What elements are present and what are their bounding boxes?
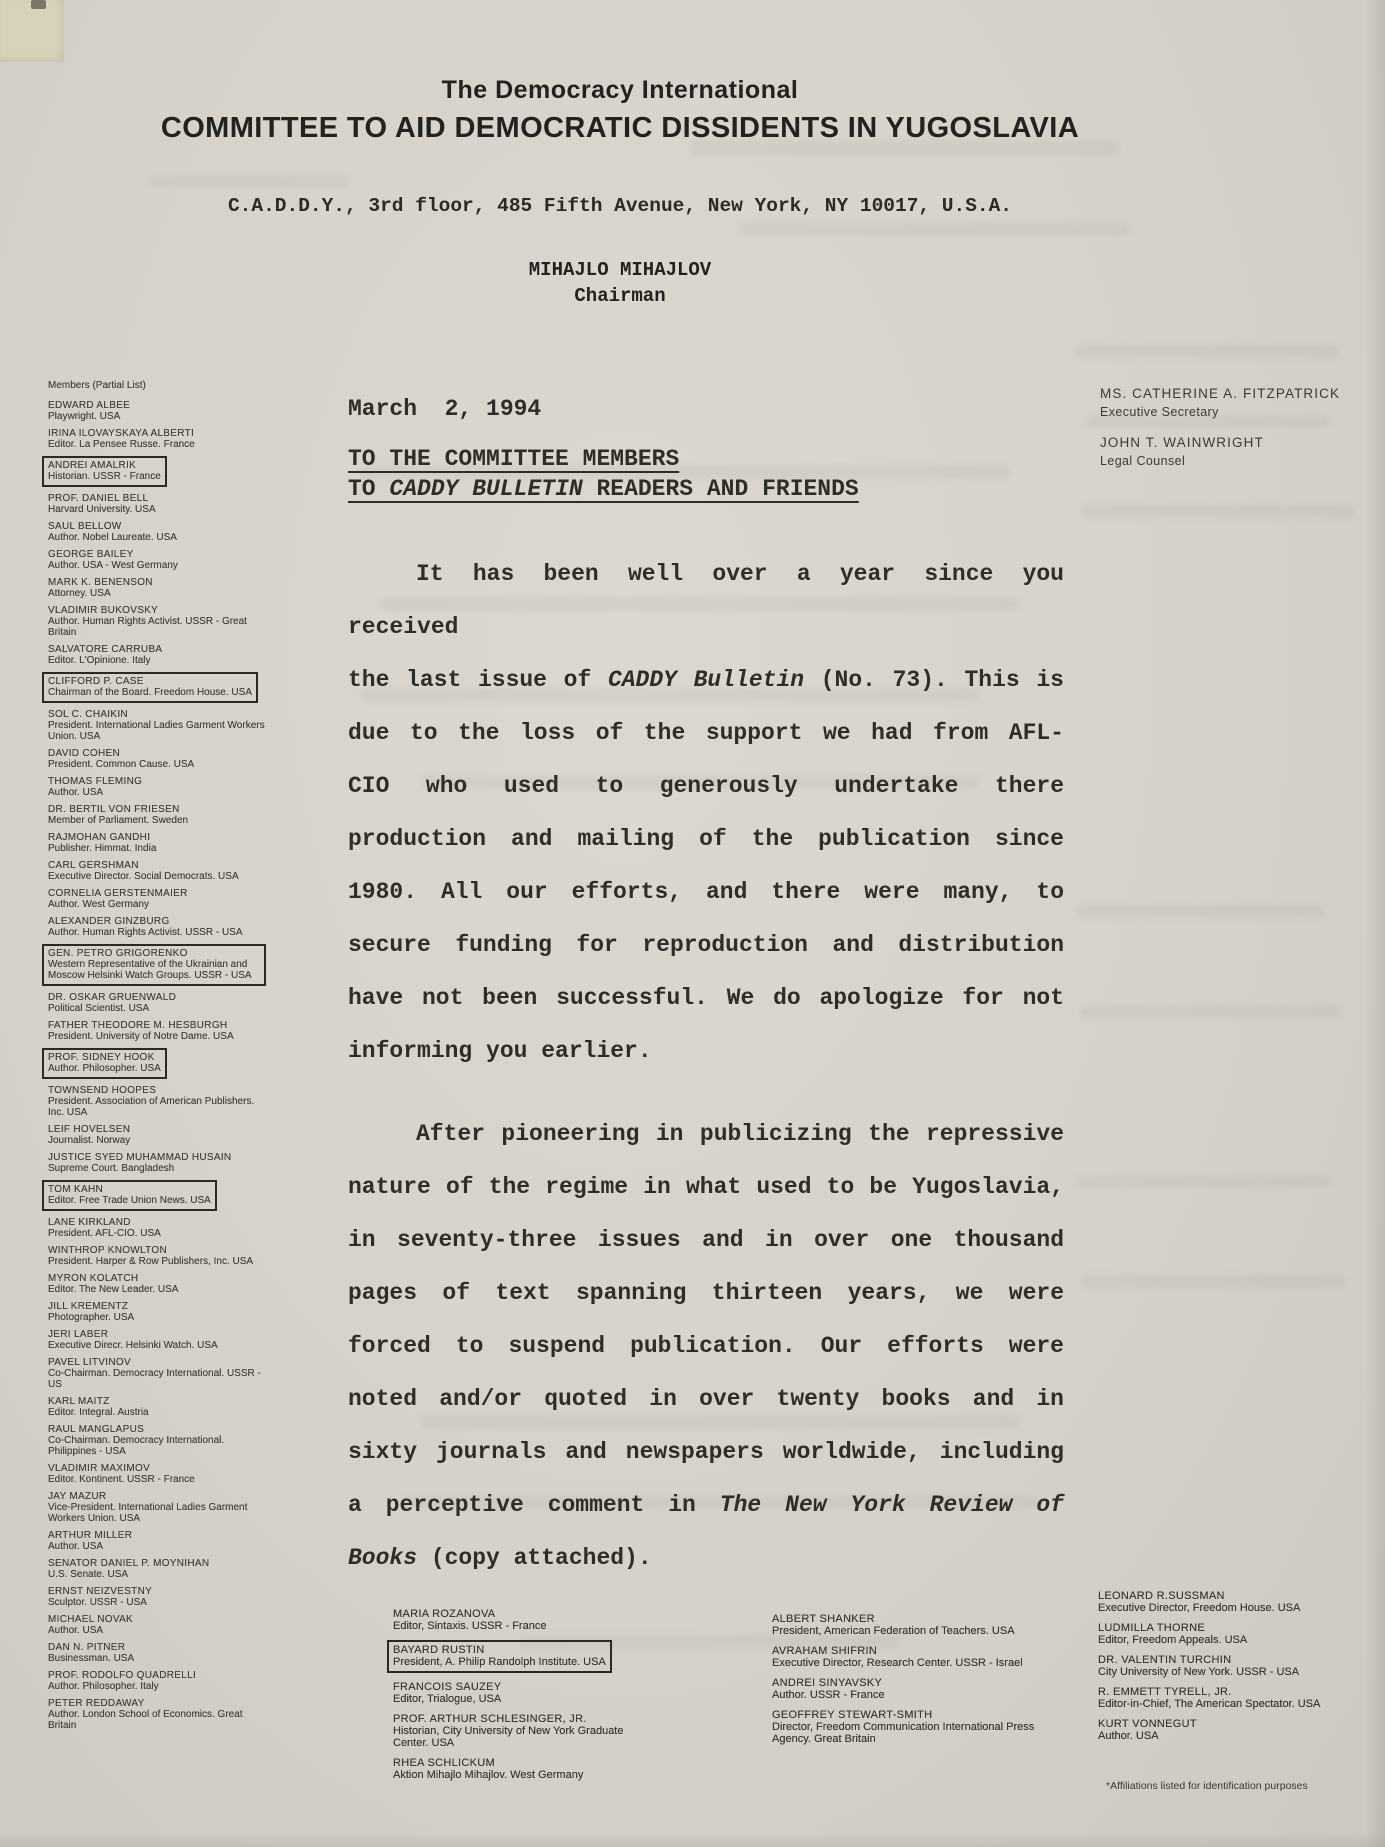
member-entry — [1098, 1654, 1383, 1678]
member-affiliation: Director, Freedom Communication International Press Agency. Great Britain — [772, 1721, 1035, 1745]
member-entry — [48, 577, 266, 599]
letter-line: sixty journals and newspapers worldwide, including — [348, 1439, 1064, 1465]
member-name: ANDREI AMALRIK — [48, 460, 137, 471]
salutation — [348, 444, 1064, 504]
member-entry — [393, 1757, 658, 1781]
official-name: JOHN T. WAINWRIGHT — [1100, 435, 1264, 450]
member-name: SOL C. CHAIKIN — [48, 709, 128, 720]
member-name: MYRON KOLATCH — [48, 1273, 139, 1284]
member-affiliation: President, A. Philip Randolph Institute. USA — [393, 1656, 606, 1668]
letter-line: in seventy-three issues and in over one thousand — [348, 1227, 1064, 1253]
member-entry — [48, 549, 266, 571]
letter-line: a perceptive comment in The New York Review of — [348, 1492, 1064, 1518]
member-affiliation: Chairman of the Board. Freedom House. USA — [48, 687, 252, 698]
member-affiliation: President. Harper & Row Publishers, Inc. USA — [48, 1256, 254, 1267]
member-name: KARL MAITZ — [48, 1396, 110, 1407]
member-affiliation: Author. Human Rights Activist. USSR - Great Britain — [48, 616, 247, 638]
member-entry — [48, 709, 266, 742]
letter-line: After pioneering in publicizing the repressive — [416, 1121, 1064, 1147]
member-name: JILL KREMENTZ — [48, 1301, 129, 1312]
salutation-line: TO THE COMMITTEE MEMBERS — [348, 446, 680, 472]
letter-line: forced to suspend publication. Our efforts were — [348, 1333, 1064, 1359]
tab-mark — [31, 0, 46, 9]
member-entry — [48, 1301, 266, 1323]
member-affiliation: Editor. The New Leader. USA — [48, 1284, 179, 1295]
member-name: JAY MAZUR — [48, 1491, 107, 1502]
member-name: RAUL MANGLAPUS — [48, 1424, 145, 1435]
member-affiliation: Author. Philosopher. Italy — [48, 1681, 159, 1692]
member-entry — [48, 1586, 266, 1608]
official-entry — [1100, 386, 1340, 419]
member-affiliation: Author. Human Rights Activist. USSR - USA — [48, 927, 243, 938]
member-affiliation: Historian, City University of New York Graduate Center. USA — [393, 1725, 624, 1749]
letter-line: noted and/or quoted in over twenty books and in — [348, 1386, 1064, 1412]
member-affiliation: Editor, Freedom Appeals. USA — [1098, 1634, 1248, 1646]
bleed-through-artifact — [1075, 345, 1340, 358]
member-name: BAYARD RUSTIN — [393, 1644, 485, 1656]
member-entry — [48, 832, 266, 854]
member-entry — [387, 1640, 612, 1673]
member-name: LUDMILLA THORNE — [1098, 1622, 1205, 1634]
member-entry — [48, 776, 266, 798]
member-affiliation: Sculptor. USSR - USA — [48, 1597, 147, 1608]
official-title: Legal Counsel — [1100, 454, 1186, 468]
member-name: ARTHUR MILLER — [48, 1530, 133, 1541]
member-name: DR. VALENTIN TURCHIN — [1098, 1654, 1232, 1666]
member-affiliation: Editor-in-Chief, The American Spectator. USA — [1098, 1698, 1321, 1710]
letterhead — [0, 76, 1240, 307]
member-entry — [1098, 1718, 1383, 1742]
letter-line: informing you earlier. — [348, 1038, 652, 1064]
member-entry — [48, 1217, 266, 1239]
member-name: CLIFFORD P. CASE — [48, 676, 144, 687]
member-name: GEOFFREY STEWART-SMITH — [772, 1709, 933, 1721]
letter-body — [348, 396, 1064, 1585]
member-entry — [48, 1085, 266, 1118]
member-name: FATHER THEODORE M. HESBURGH — [48, 1020, 228, 1031]
member-entry — [48, 1357, 266, 1390]
member-entry — [48, 644, 266, 666]
member-name: PROF. ARTHUR SCHLESINGER, JR. — [393, 1713, 587, 1725]
member-affiliation: Editor. Free Trade Union News. USA — [48, 1195, 211, 1206]
member-name: RAJMOHAN GANDHI — [48, 832, 151, 843]
member-entry — [393, 1608, 658, 1632]
letter-line: due to the loss of the support we had from AFL- — [348, 720, 1064, 746]
letter-line: 1980. All our efforts, and there were many, to — [348, 879, 1064, 905]
member-affiliation: Supreme Court. Bangladesh — [48, 1163, 175, 1174]
member-name: ALBERT SHANKER — [772, 1613, 875, 1625]
official-name: MS. CATHERINE A. FITZPATRICK — [1100, 386, 1341, 401]
letter-line: the last issue of CADDY Bulletin (No. 73). This is — [348, 667, 1064, 693]
bottom-members-column-3 — [1098, 1590, 1383, 1750]
member-affiliation: Harvard University. USA — [48, 504, 156, 515]
member-name: TOM KAHN — [48, 1184, 103, 1195]
member-name: SENATOR DANIEL P. MOYNIHAN — [48, 1558, 210, 1569]
member-name: FRANCOIS SAUZEY — [393, 1681, 502, 1693]
member-entry — [48, 992, 266, 1014]
member-name: MARK K. BENENSON — [48, 577, 153, 588]
member-entry — [48, 1124, 266, 1146]
member-affiliation: Executive Director, Research Center. USSR - Israel — [772, 1657, 1023, 1669]
member-affiliation: Author. London School of Economics. Great Britain — [48, 1709, 243, 1731]
member-name: DAN N. PITNER — [48, 1642, 126, 1653]
member-name: JUSTICE SYED MUHAMMAD HUSAIN — [48, 1152, 232, 1163]
letter-line: secure funding for reproduction and distribution — [348, 932, 1064, 958]
member-affiliation: Co-Chairman. Democracy International. Philippines - USA — [48, 1435, 225, 1457]
member-affiliation: Executive Direcr. Helsinki Watch. USA — [48, 1340, 218, 1351]
member-entry — [48, 860, 266, 882]
member-name: PETER REDDAWAY — [48, 1698, 145, 1709]
member-name: AVRAHAM SHIFRIN — [772, 1645, 878, 1657]
member-affiliation: Editor. La Pensee Russe. France — [48, 439, 195, 450]
member-affiliation: Attorney. USA — [48, 588, 111, 599]
member-entry — [48, 1614, 266, 1636]
member-entry — [48, 1245, 266, 1267]
member-entry — [48, 1424, 266, 1457]
member-affiliation: Member of Parliament. Sweden — [48, 815, 189, 826]
member-affiliation: Historian. USSR - France — [48, 471, 161, 482]
member-affiliation: Businessman. USA — [48, 1653, 135, 1664]
bleed-through-artifact — [1075, 905, 1325, 918]
member-affiliation: Publisher. Himmat. India — [48, 843, 157, 854]
member-entry — [42, 944, 266, 986]
member-affiliation: President. Common Cause. USA — [48, 759, 195, 770]
member-name: DR. OSKAR GRUENWALD — [48, 992, 177, 1003]
member-name: DR. BERTIL VON FRIESEN — [48, 804, 180, 815]
member-entry — [48, 1463, 266, 1485]
member-affiliation: Western Representative of the Ukrainian and Moscow Helsinki Watch Groups. USSR - USA — [48, 959, 252, 981]
member-name: ALEXANDER GINZBURG — [48, 916, 170, 927]
member-entry — [48, 1491, 266, 1524]
member-entry — [48, 493, 266, 515]
member-entry — [1098, 1590, 1383, 1614]
member-name: ERNST NEIZVESTNY — [48, 1586, 153, 1597]
member-entry — [48, 1152, 266, 1174]
member-entry — [393, 1713, 658, 1749]
member-affiliation: Editor, Trialogue, USA — [393, 1693, 502, 1705]
member-affiliation: Editor. Kontinent. USSR - France — [48, 1474, 195, 1485]
letter-line: production and mailing of the publication since — [348, 826, 1064, 852]
member-entry — [48, 916, 266, 938]
member-affiliation: President. AFL-CIO. USA — [48, 1228, 161, 1239]
member-name: PROF. DANIEL BELL — [48, 493, 149, 504]
member-affiliation: Author. Nobel Laureate. USA — [48, 532, 177, 543]
member-entry — [772, 1613, 1040, 1637]
member-entry — [1098, 1622, 1383, 1646]
member-entry — [48, 804, 266, 826]
member-name: WINTHROP KNOWLTON — [48, 1245, 167, 1256]
member-entry — [48, 400, 266, 422]
letter-line: have not been successful. We do apologize for not — [348, 985, 1064, 1011]
member-affiliation: Photographer. USA — [48, 1312, 135, 1323]
member-entry — [48, 521, 266, 543]
member-name: VLADIMIR MAXIMOV — [48, 1463, 151, 1474]
member-name: LEIF HOVELSEN — [48, 1124, 131, 1135]
member-name: R. EMMETT TYRELL, JR. — [1098, 1686, 1232, 1698]
chairman-name: MIHAJLO MIHAJLOV — [528, 259, 712, 281]
member-affiliation: Playwright. USA — [48, 411, 121, 422]
address-line: C.A.D.D.Y., 3rd floor, 485 Fifth Avenue, New York, NY 10017, U.S.A. — [227, 195, 1013, 217]
salutation-line: TO CADDY BULLETIN READERS AND FRIENDS — [348, 476, 859, 502]
affiliations-footnote: *Affiliations listed for identification purposes — [1106, 1780, 1308, 1792]
member-affiliation: Vice-President. International Ladies Garment Workers Union. USA — [48, 1502, 248, 1524]
member-affiliation: Editor. Integral. Austria — [48, 1407, 149, 1418]
member-affiliation: Executive Director, Freedom House. USA — [1098, 1602, 1301, 1614]
sticky-tab — [0, 0, 64, 62]
member-affiliation: President. International Ladies Garment Workers Union. USA — [48, 720, 265, 742]
member-affiliation: President. University of Notre Dame. USA — [48, 1031, 234, 1042]
letter-line: pages of text spanning thirteen years, we were — [348, 1280, 1064, 1306]
member-affiliation: President. Association of American Publishers. Inc. USA — [48, 1096, 255, 1118]
official-entry — [1100, 435, 1340, 468]
member-entry — [48, 428, 266, 450]
member-entry — [42, 672, 258, 703]
bleed-through-artifact — [1075, 1175, 1330, 1188]
member-affiliation: Co-Chairman. Democracy International. USSR - US — [48, 1368, 261, 1390]
members-list — [48, 380, 266, 1737]
member-affiliation: Political Scientist. USA — [48, 1003, 150, 1014]
member-name: CORNELIA GERSTENMAIER — [48, 888, 188, 899]
member-name: KURT VONNEGUT — [1098, 1718, 1197, 1730]
member-name: LEONARD R.SUSSMAN — [1098, 1590, 1225, 1602]
member-entry — [1098, 1686, 1383, 1710]
member-affiliation: Author. USA - West Germany — [48, 560, 178, 571]
member-affiliation: City University of New York. USSR - USA — [1098, 1666, 1300, 1678]
member-entry — [42, 456, 167, 487]
member-name: SALVATORE CARRUBA — [48, 644, 163, 655]
member-entry — [48, 1642, 266, 1664]
official-title: Executive Secretary — [1100, 405, 1219, 419]
members-list-heading: Members (Partial List) — [48, 380, 146, 391]
member-name: EDWARD ALBEE — [48, 400, 131, 411]
letter-line: nature of the regime in what used to be Yugoslavia, — [348, 1174, 1064, 1200]
member-name: CARL GERSHMAN — [48, 860, 139, 871]
member-entry — [48, 748, 266, 770]
member-affiliation: President, American Federation of Teachers. USA — [772, 1625, 1015, 1637]
member-entry — [42, 1180, 217, 1211]
member-entry — [772, 1677, 1040, 1701]
member-entry — [48, 1273, 266, 1295]
member-affiliation: Aktion Mihajlo Mihajlov. West Germany — [393, 1769, 584, 1781]
member-entry — [48, 1670, 266, 1692]
member-entry — [48, 1698, 266, 1731]
page-edge-shadow-bottom — [0, 1831, 1385, 1847]
member-entry — [393, 1681, 658, 1705]
member-name: IRINA ILOVAYSKAYA ALBERTI — [48, 428, 195, 439]
member-name: TOWNSEND HOOPES — [48, 1085, 157, 1096]
chairman-title: Chairman — [574, 285, 666, 307]
member-affiliation: Editor. L'Opinione. Italy — [48, 655, 151, 666]
member-affiliation: Author. USA — [48, 1541, 104, 1552]
member-affiliation: Author. Philosopher. USA — [48, 1063, 161, 1074]
member-name: LANE KIRKLAND — [48, 1217, 131, 1228]
member-name: PAVEL LITVINOV — [48, 1357, 131, 1368]
member-name: MARIA ROZANOVA — [393, 1608, 496, 1620]
member-name: RHEA SCHLICKUM — [393, 1757, 495, 1769]
member-name: PROF. SIDNEY HOOK — [48, 1052, 155, 1063]
member-affiliation: Editor, Sintaxis. USSR - France — [393, 1620, 547, 1632]
member-entry — [48, 605, 266, 638]
org-name: The Democracy International — [441, 76, 799, 104]
member-name: GEN. PETRO GRIGORENKO — [48, 948, 188, 959]
member-name: JERI LABER — [48, 1329, 109, 1340]
bleed-through-artifact — [1080, 505, 1355, 518]
member-affiliation: Author. USA — [1098, 1730, 1159, 1742]
member-name: MICHAEL NOVAK — [48, 1614, 134, 1625]
page-edge-shadow-right — [1365, 0, 1385, 1847]
member-name: ANDREI SINYAVSKY — [772, 1677, 883, 1689]
member-name: VLADIMIR BUKOVSKY — [48, 605, 159, 616]
member-name: DAVID COHEN — [48, 748, 121, 759]
member-entry — [48, 1020, 266, 1042]
member-entry — [48, 1530, 266, 1552]
bleed-through-artifact — [1080, 1005, 1340, 1018]
member-name: SAUL BELLOW — [48, 521, 122, 532]
member-affiliation: Author. USA — [48, 787, 104, 798]
member-affiliation: Executive Director. Social Democrats. USA — [48, 871, 239, 882]
member-entry — [48, 1558, 266, 1580]
member-affiliation: U.S. Senate. USA — [48, 1569, 129, 1580]
member-entry — [772, 1709, 1040, 1745]
bottom-members-column-2 — [772, 1613, 1040, 1753]
date-line: March 2, 1994 — [348, 396, 542, 422]
bottom-members-column-1 — [393, 1608, 658, 1789]
member-affiliation: Author. USA — [48, 1625, 104, 1636]
letter-paragraphs — [348, 548, 1064, 1585]
member-entry — [48, 888, 266, 910]
member-entry — [48, 1396, 266, 1418]
committee-name: COMMITTEE TO AID DEMOCRATIC DISSIDENTS IN YUGOSLAVIA — [160, 112, 1080, 144]
member-affiliation: Author. USSR - France — [772, 1689, 885, 1701]
member-name: PROF. RODOLFO QUADRELLI — [48, 1670, 197, 1681]
member-name: GEORGE BAILEY — [48, 549, 134, 560]
member-entry — [42, 1048, 167, 1079]
letter-line: CIO who used to generously undertake there — [348, 773, 1064, 799]
letter-line: Books (copy attached). — [348, 1545, 652, 1571]
member-name: THOMAS FLEMING — [48, 776, 143, 787]
member-affiliation: Author. West Germany — [48, 899, 149, 910]
member-entry — [772, 1645, 1040, 1669]
member-affiliation: Journalist. Norway — [48, 1135, 131, 1146]
bleed-through-artifact — [1080, 1275, 1345, 1288]
member-entry — [48, 1329, 266, 1351]
officials-block — [1100, 386, 1340, 484]
letter-line: It has been well over a year since you received — [348, 561, 1064, 640]
